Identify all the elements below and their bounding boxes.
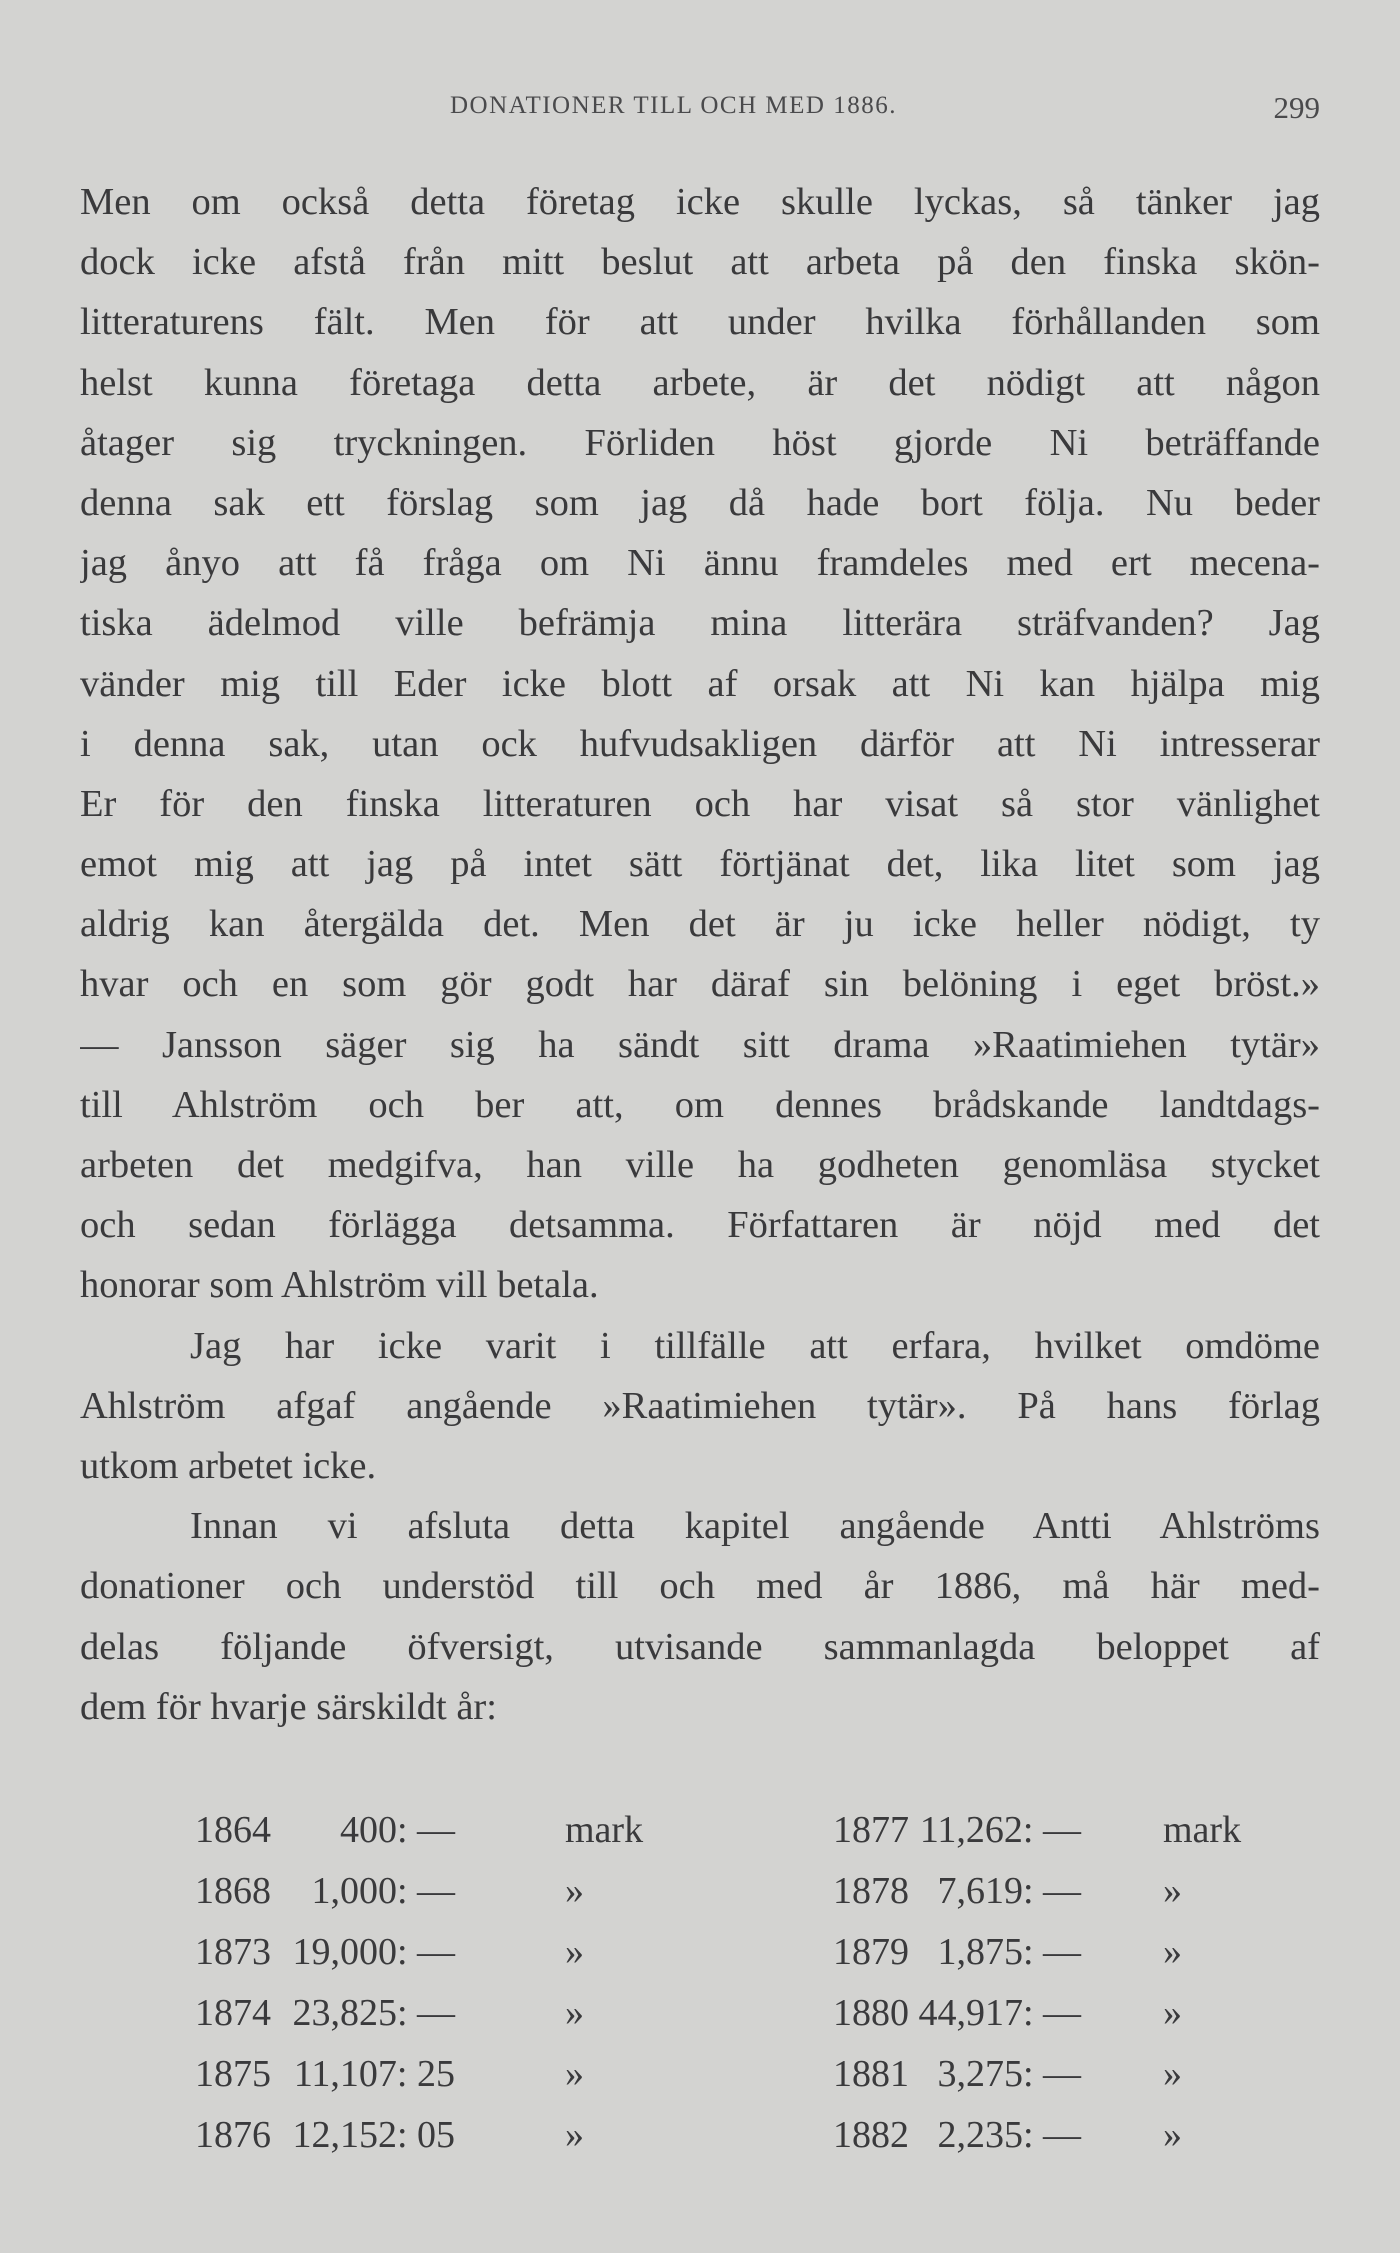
table-row — [195, 1930, 755, 1991]
unit-cell: mark — [1163, 1809, 1242, 1851]
text-line: arbeten det medgifva, han ville ha godheten genomläsa stycket — [80, 1144, 1320, 1186]
text-line: denna sak ett förslag som jag då hade bort följa. Nu beder — [80, 481, 1320, 524]
year-cell: 1878 — [833, 1870, 909, 1912]
text-line: emot mig att jag på intet sätt förtjänat det, lika litet som jag — [80, 843, 1320, 886]
text-line: och sedan förlägga detsamma. Författaren är nöjd med det — [80, 1204, 1320, 1247]
unit-cell: » — [1163, 1870, 1182, 1912]
amount-cell: 1,000: — — [311, 1870, 455, 1912]
text-line: Er för den finska litteraturen och har visat så stor vänlighet — [80, 782, 1320, 825]
text-line: Men om också detta företag icke skulle lyckas, så tänker jag — [80, 181, 1320, 223]
year-cell: 1876 — [195, 2114, 271, 2156]
unit-cell: » — [565, 1931, 584, 1973]
table-row — [833, 2113, 1393, 2174]
table-row — [195, 1808, 755, 1869]
unit-cell: » — [565, 2114, 584, 2156]
donations-column-right — [833, 1808, 1393, 2174]
table-row — [833, 2052, 1393, 2113]
table-row — [195, 2052, 755, 2113]
amount-cell: 19,000: — — [292, 1931, 455, 1973]
page-header — [80, 92, 1320, 132]
text-line: litteraturens fält. Men för att under hvilka förhållanden som — [80, 301, 1320, 344]
table-row — [195, 1991, 755, 2052]
text-line: till Ahlström och ber att, om dennes brådskande landtdags- — [80, 1083, 1320, 1126]
unit-cell: » — [565, 2053, 584, 2095]
text-line: vänder mig till Eder icke blott af orsak att Ni kan hjälpa mig — [80, 662, 1320, 705]
text-line: helst kunna företaga detta arbete, är det nödigt att någon — [80, 361, 1320, 404]
text-line: jag ånyo att få fråga om Ni ännu framdeles med ert mecena- — [80, 542, 1320, 585]
amount-cell: 11,262: — — [919, 1809, 1081, 1851]
text-line: dock icke afstå från mitt beslut att arbeta på den finska skön- — [80, 241, 1320, 284]
year-cell: 1880 — [833, 1992, 909, 2034]
text-line: aldrig kan återgälda det. Men det är ju icke heller nödigt, ty — [80, 903, 1320, 946]
amount-cell: 1,875: — — [937, 1931, 1081, 1973]
amount-cell: 12,152: 05 — [292, 2114, 455, 2156]
table-row — [195, 2113, 755, 2174]
table-row — [833, 1930, 1393, 1991]
year-cell: 1864 — [195, 1809, 271, 1851]
page-number: 299 — [1273, 90, 1320, 125]
text-line: Jag har icke varit i tillfälle att erfara, hvilket omdöme — [190, 1324, 1320, 1367]
year-cell: 1882 — [833, 2114, 909, 2156]
unit-cell: » — [1163, 1992, 1182, 2034]
text-line: — Jansson säger sig ha sändt sitt drama »Raatimiehen tytär» — [80, 1023, 1320, 1066]
amount-cell: 11,107: 25 — [293, 2053, 455, 2095]
text-line: dem för hvarje särskildt år: — [80, 1685, 497, 1728]
amount-cell: 7,619: — — [937, 1870, 1081, 1912]
amount-cell: 2,235: — — [937, 2114, 1081, 2156]
running-head: DONATIONER TILL OCH MED 1886. — [450, 92, 897, 119]
year-cell: 1875 — [195, 2053, 271, 2095]
amount-cell: 3,275: — — [937, 2053, 1081, 2095]
table-row — [833, 1869, 1393, 1930]
year-cell: 1877 — [833, 1809, 909, 1851]
text-line: i denna sak, utan ock hufvudsakligen därför att Ni intresserar — [80, 722, 1320, 765]
table-row — [833, 1808, 1393, 1869]
table-row — [833, 1991, 1393, 2052]
year-cell: 1879 — [833, 1931, 909, 1973]
text-line: tiska ädelmod ville befrämja mina litterära sträfvanden? Jag — [80, 602, 1320, 645]
text-line: honorar som Ahlström vill betala. — [80, 1264, 599, 1307]
amount-cell: 44,917: — — [918, 1992, 1081, 2034]
unit-cell: » — [565, 1870, 584, 1912]
unit-cell: » — [565, 1992, 584, 2034]
year-cell: 1868 — [195, 1870, 271, 1912]
text-line: hvar och en som gör godt har däraf sin belöning i eget bröst.» — [80, 963, 1320, 1006]
donations-column-left — [195, 1808, 755, 2174]
year-cell: 1881 — [833, 2053, 909, 2095]
text-line: Ahlström afgaf angående »Raatimiehen tytär». På hans förlag — [80, 1384, 1320, 1427]
year-cell: 1873 — [195, 1931, 271, 1973]
text-line: åtager sig tryckningen. Förliden höst gjorde Ni beträffande — [80, 421, 1320, 464]
amount-cell: 400: — — [339, 1809, 455, 1851]
amount-cell: 23,825: — — [292, 1992, 455, 2034]
text-line: utkom arbetet icke. — [80, 1444, 377, 1487]
unit-cell: » — [1163, 2053, 1182, 2095]
text-line: Innan vi afsluta detta kapitel angående Antti Ahlströms — [190, 1505, 1320, 1548]
table-row — [195, 1869, 755, 1930]
year-cell: 1874 — [195, 1992, 271, 2034]
text-line: delas följande öfversigt, utvisande sammanlagda beloppet af — [80, 1625, 1320, 1668]
unit-cell: » — [1163, 2114, 1182, 2156]
body-text — [80, 172, 1320, 1737]
unit-cell: » — [1163, 1931, 1182, 1973]
text-line: donationer och understöd till och med år 1886, må här med- — [80, 1565, 1320, 1608]
unit-cell: mark — [565, 1809, 644, 1851]
